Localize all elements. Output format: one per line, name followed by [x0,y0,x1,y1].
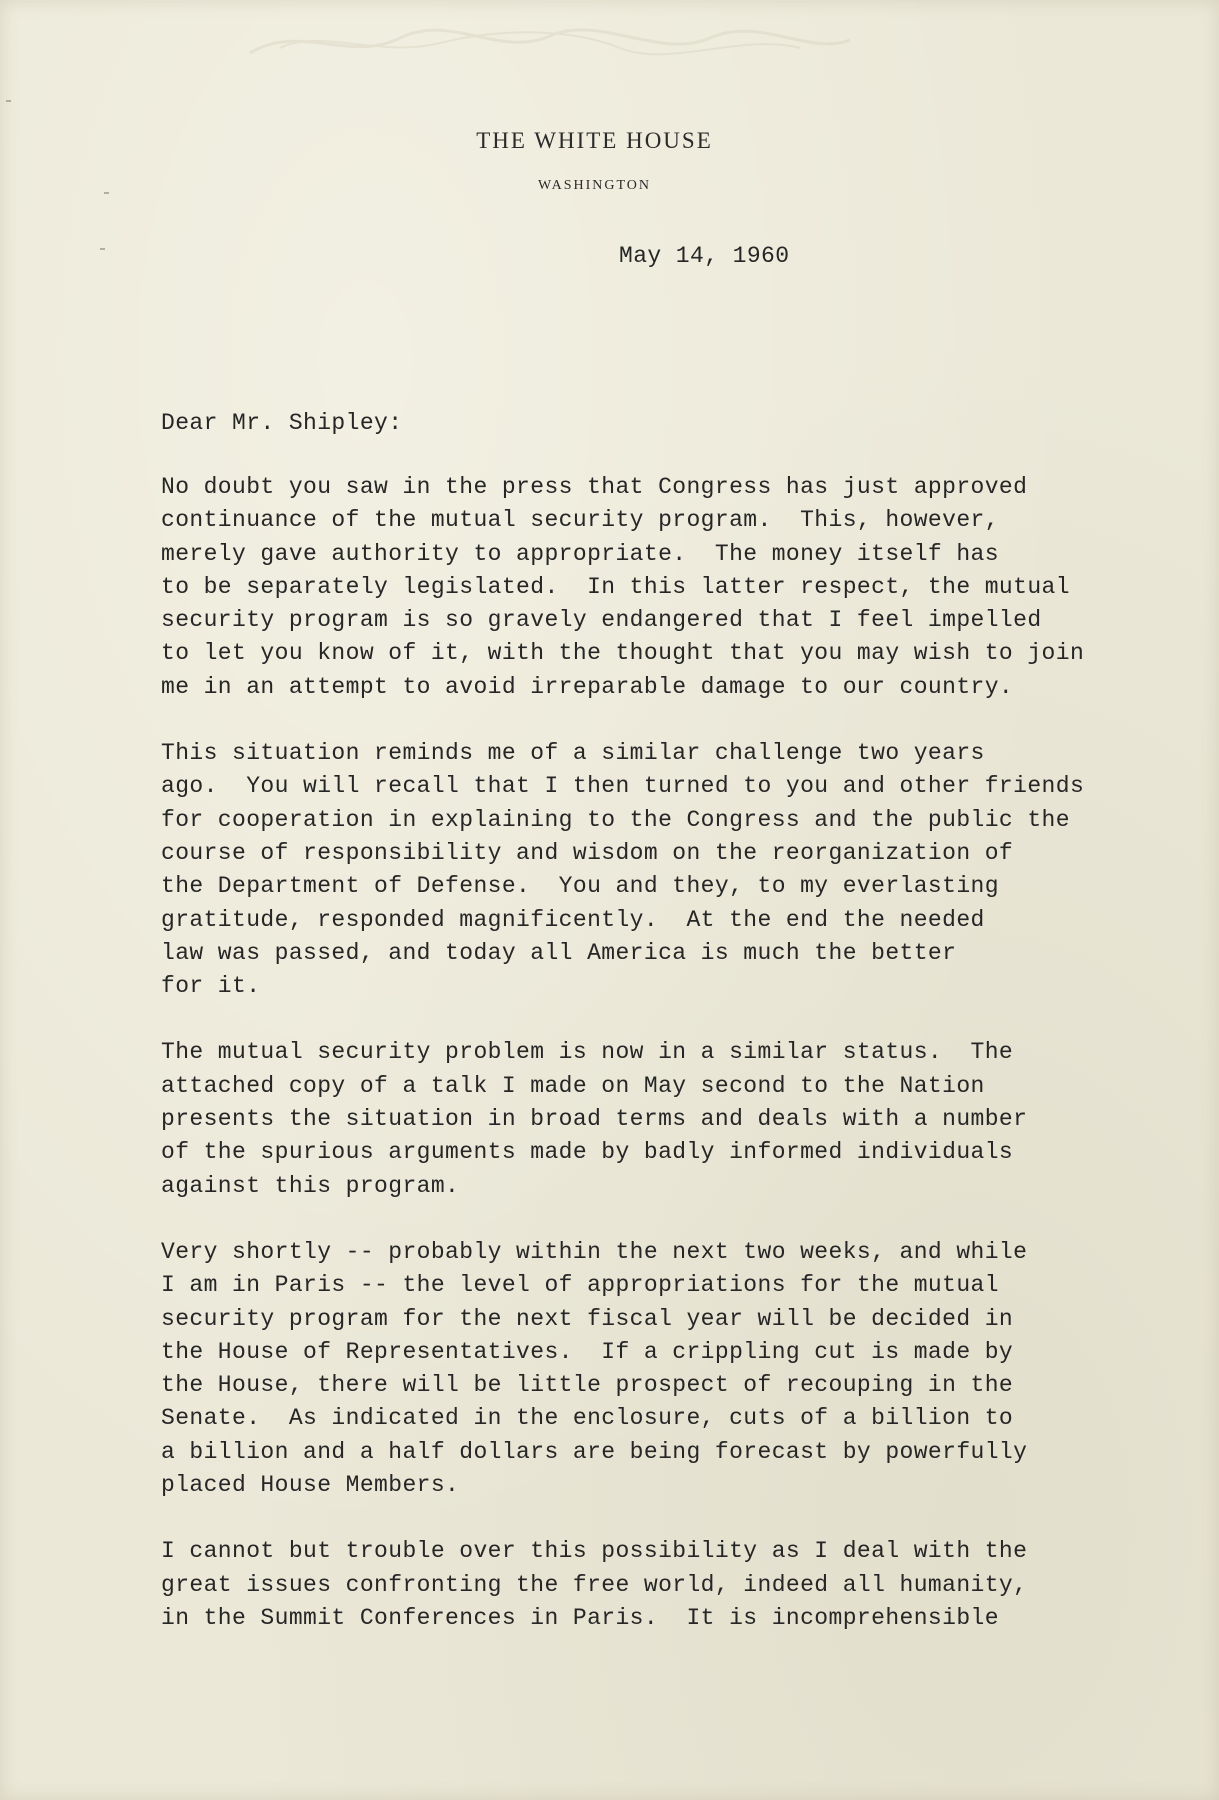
text-line: gratitude, responded magnificently. At the end the needed [161,906,985,933]
paragraph-1 [161,471,1101,704]
text-line: merely gave authority to appropriate. The money itself has [161,540,999,567]
text-line: the House, there will be little prospect of recouping in the [161,1372,1014,1399]
text-line: presents the situation in broad terms and deals with a number [161,1106,1028,1133]
text-line: for cooperation in explaining to the Congress and the public the [161,806,1070,833]
text-line: attached copy of a talk I made on May second to the Nation [161,1072,985,1099]
text-line: continuance of the mutual security program. This, however, [161,507,999,534]
letter-body [161,471,1101,1668]
paragraph-4 [161,1236,1101,1502]
text-line: to be separately legislated. In this latter respect, the mutual [161,573,1070,600]
text-line: Senate. As indicated in the enclosure, cuts of a billion to [161,1405,1014,1432]
text-line: great issues confronting the free world, indeed all humanity, [161,1571,1028,1598]
paragraph-2 [161,737,1101,1003]
text-line: against this program. [161,1172,460,1199]
text-line: in the Summit Conferences in Paris. It is incomprehensible [161,1604,999,1631]
text-line: to let you know of it, with the thought that you may wish to join [161,640,1085,667]
text-line: The mutual security problem is now in a similar status. The [161,1039,1014,1066]
letterhead-subtitle: WASHINGTON [537,178,652,193]
text-line: This situation reminds me of a similar challenge two years [161,740,985,767]
text-line: a billion and a half dollars are being forecast by powerfully [161,1438,1028,1465]
text-line: law was passed, and today all America is much the better [161,939,957,966]
text-line: I cannot but trouble over this possibility as I deal with the [161,1538,1028,1565]
text-line: security program for the next fiscal year will be decided in [161,1305,1014,1332]
letter-date: May 14, 1960 [619,243,790,269]
text-line: the Department of Defense. You and they, to my everlasting [161,873,999,900]
text-line: Very shortly -- probably within the next two weeks, and while [161,1238,1028,1265]
text-line: No doubt you saw in the press that Congress has just approved [161,474,1028,500]
paper-speck [100,248,105,250]
paper-speck [6,100,11,102]
salutation: Dear Mr. Shipley: [161,410,403,436]
text-line: me in an attempt to avoid irreparable damage to our country. [161,673,1014,700]
text-line: placed House Members. [161,1472,460,1499]
text-line: the House of Representatives. If a crippling cut is made by [161,1338,1014,1365]
paragraph-5 [161,1535,1101,1635]
text-line: for it. [161,973,261,1000]
text-line: I am in Paris -- the level of appropriations for the mutual [161,1272,999,1299]
text-line: security program is so gravely endangered that I feel impelled [161,607,1042,634]
text-line: of the spurious arguments made by badly informed individuals [161,1139,1014,1166]
paper-watermark [240,18,860,68]
text-line: course of responsibility and wisdom on the reorganization of [161,839,1014,866]
paragraph-3 [161,1036,1101,1202]
letterhead-title: THE WHITE HOUSE [476,128,713,153]
text-line: ago. You will recall that I then turned to you and other friends [161,773,1085,800]
